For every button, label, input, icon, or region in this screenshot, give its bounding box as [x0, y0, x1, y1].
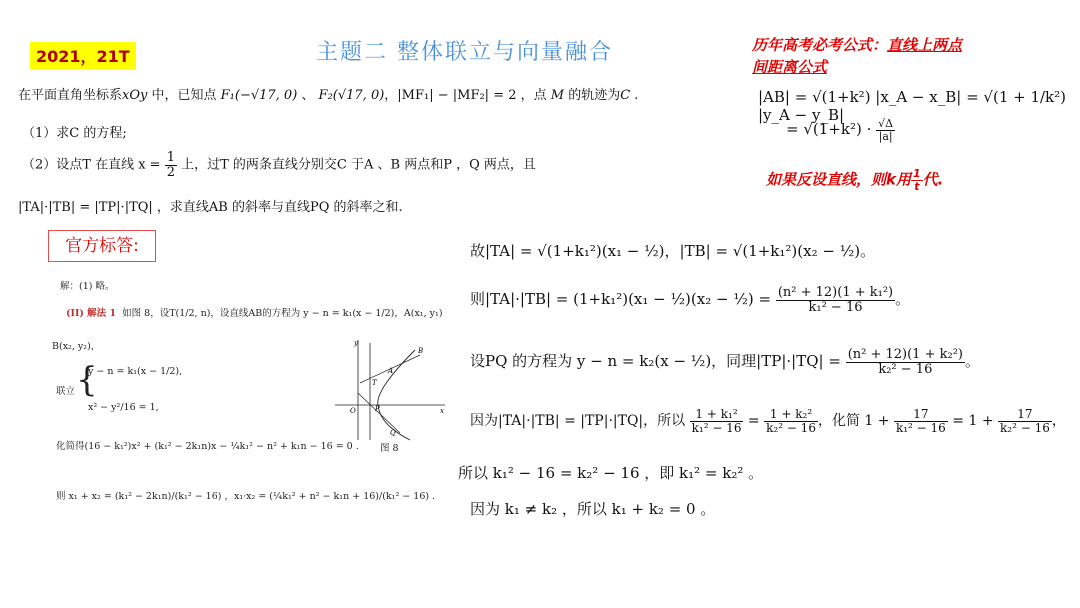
fig-label-p: P: [375, 405, 380, 413]
line-pq: [358, 393, 400, 433]
note-title-a: 历年高考必考公式：: [752, 36, 888, 54]
r2-fraction: [776, 286, 895, 314]
q2-den: 2: [166, 164, 175, 180]
r4-frac-1: [690, 408, 744, 434]
solution-line-5: 化简得(16 − k₁²)x² + (k₁² − 2k₁n)x − ¼k₁² − n² + k₁n − 16 = 0 .: [56, 441, 359, 452]
r4-eq2: = 1 +: [947, 413, 994, 430]
coord-system: xOy: [122, 88, 148, 103]
q2-text: （2）设点T 在直线 x =: [22, 157, 165, 173]
r4-frac-4: [998, 408, 1052, 434]
r4-eq: =: [743, 413, 765, 430]
formula2-num: √Δ: [878, 117, 894, 130]
q2-fraction: [165, 151, 177, 179]
r4-f1-den: k₁² − 16: [691, 420, 742, 435]
hyperbola-branch: [378, 350, 415, 440]
r4-post: ，: [1051, 413, 1066, 430]
r2-den: k₁² − 16: [808, 299, 863, 315]
solution-line-2: [66, 305, 446, 319]
hint-mid: k用: [886, 170, 911, 189]
distance-formula-2: [786, 118, 895, 142]
fig-label-o: O: [350, 407, 356, 415]
official-answer-badge: 官方标答:: [48, 230, 156, 262]
fig-label-q: Q: [390, 429, 396, 437]
curve-c: C: [620, 88, 631, 103]
problem-line-1: [18, 84, 738, 103]
problem-text: 的轨迹为: [564, 88, 621, 103]
figure-8: [330, 335, 450, 445]
right-line-3: [470, 348, 980, 376]
solution-method-label: (II) 解法 1: [66, 308, 117, 319]
r3-den: k₂² − 16: [878, 361, 933, 377]
distance-formula-1: |AB| = √(1+k²) |x_A − x_B| = √(1 + 1/k²) |y_A − y_B|: [758, 88, 1067, 124]
r4-frac-3: [894, 408, 948, 434]
r4-f4-num: 17: [998, 408, 1052, 422]
point-f2: F₂(√17, 0): [318, 88, 385, 103]
question-2-cont: |TA|·|TB| = |TP|·|TQ| ，求直线AB 的斜率与直线PQ 的斜率之和.: [18, 200, 403, 215]
r4-frac-2: [764, 408, 818, 434]
fig-label-b: B: [418, 347, 424, 355]
q2-num: 1: [166, 150, 175, 165]
hint-fraction: [911, 168, 923, 192]
fig-label-a: A: [388, 367, 394, 375]
hint-num: 1: [913, 167, 921, 180]
note-title: [752, 34, 1052, 78]
note-title-c: 间距离公式: [752, 58, 828, 76]
r4-f2-den: k₂² − 16: [766, 420, 816, 435]
r3-post: 。: [965, 352, 981, 371]
solution-line-6: 则 x₁ + x₂ = (k₁² − 2k₁n)/(k₁² − 16) ，x₁·x₂ = (¼k₁² + n² − k₁n + 16)/(k₁² − 16) .: [56, 491, 436, 502]
year-tag: 2021，21T: [30, 42, 136, 69]
system-eq-1: y − n = k₁(x − 1/2),: [88, 366, 183, 377]
r4-f4-den: k₂² − 16: [1000, 420, 1050, 435]
q2-text: 上，过T 的两条直线分别交C 于A 、B 两点和P ，Q 两点，且: [176, 157, 536, 173]
system-brace: {: [76, 360, 98, 400]
r4-pre: 因为|TA|·|TB| = |TP|·|TQ|，所以: [470, 413, 686, 430]
point-m: M: [550, 88, 565, 103]
condition: ，|MF₁| − |MF₂| = 2 ，点: [384, 88, 547, 103]
right-line-1: 故|TA| = √(1+k₁²)(x₁ − ½)，|TB| = √(1+k₁²)(x₂ − ½)。: [470, 242, 876, 260]
r2-num: (n² + 12)(1 + k₁²): [777, 285, 894, 300]
r4-f2-num: 1 + k₂²: [764, 408, 818, 422]
solution-method-text: 如图 8，设T(1/2, n)，设直线AB的方程为 y − n = k₁(x − 1/2)，A(x₁, y₁): [122, 308, 443, 319]
system-label: 联立: [56, 386, 76, 397]
solution-line-1: 解：(1) 略。: [60, 281, 115, 292]
fig-label-y: y: [354, 339, 358, 347]
fig-label-t: T: [372, 379, 377, 387]
r2-post: 。: [895, 290, 911, 309]
formula2-fraction: [876, 118, 895, 142]
problem-text: .: [630, 88, 639, 103]
hint-pre: 如果反设直线，则: [766, 170, 887, 189]
r2-pre: 则|TA|·|TB| = (1+k₁²)(x₁ − ½)(x₂ − ½) =: [470, 290, 772, 309]
hint-den: t: [914, 179, 920, 193]
question-2: [22, 151, 742, 179]
formula2-pre: = √(1+k²) ·: [786, 120, 872, 139]
point-f1: F₁(−√17, 0): [220, 88, 298, 103]
page-title: 主题二 整体联立与向量融合: [316, 40, 613, 65]
right-line-5: 所以 k₁² − 16 = k₂² − 16 ，即 k₁² = k₂² 。: [458, 464, 764, 482]
figure-caption: 图 8: [380, 443, 399, 454]
fig-label-x: x: [440, 407, 444, 415]
r3-fraction: [846, 348, 965, 376]
formula2-den: |a|: [878, 129, 893, 143]
separator: 、: [297, 88, 319, 103]
r4-mid: ，化简 1 +: [817, 413, 890, 430]
right-line-6: 因为 k₁ ≠ k₂ ，所以 k₁ + k₂ = 0 。: [470, 500, 716, 518]
r4-f3-den: k₁² − 16: [895, 420, 946, 435]
problem-text: 在平面直角坐标系: [18, 88, 123, 103]
reverse-hint: [766, 168, 943, 192]
problem-text: 中，已知点: [147, 88, 217, 103]
r4-f1-num: 1 + k₁²: [690, 408, 744, 422]
system-eq-2: x² − y²/16 = 1,: [88, 402, 159, 413]
solution-line-3: B(x₂, y₂)，: [52, 341, 101, 352]
r3-num: (n² + 12)(1 + k₂²): [847, 347, 963, 362]
r4-f3-num: 17: [894, 408, 948, 422]
r3-pre: 设PQ 的方程为 y − n = k₂(x − ½)，同理|TP|·|TQ| =: [470, 352, 841, 371]
right-line-4: [470, 408, 1066, 434]
note-title-b: 直线上两点: [887, 36, 963, 54]
question-1: （1）求C 的方程;: [22, 126, 127, 141]
hint-post: 代.: [922, 170, 944, 189]
right-line-2: [470, 286, 910, 314]
